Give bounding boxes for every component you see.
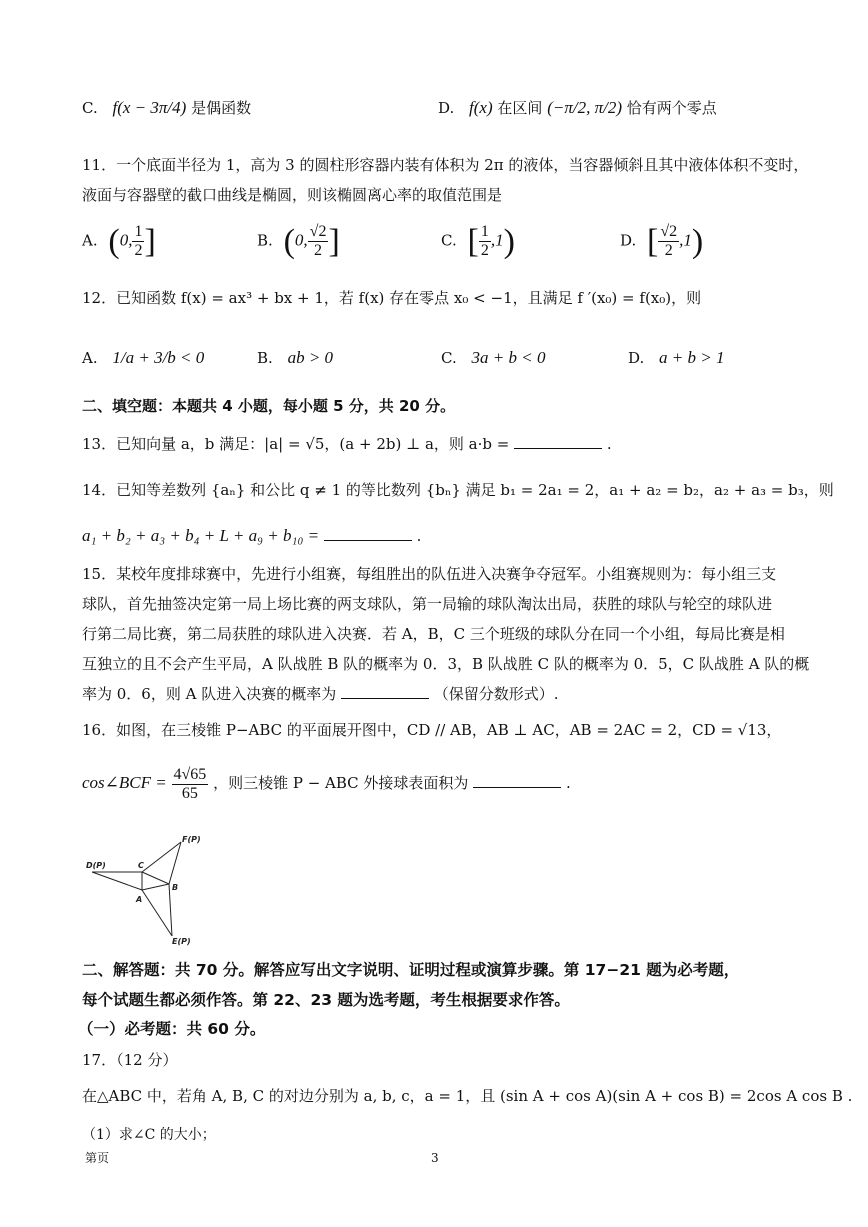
bracket: [ — [647, 223, 659, 260]
denominator: 65 — [181, 784, 198, 802]
section-heading-answer-line2: 每个试题生都必须作答。第 22、23 题为选考题，考生根据要求作答。 — [82, 991, 570, 1009]
denominator: 2 — [134, 242, 143, 260]
q11-line1: 11．一个底面半径为 1，高为 3 的圆柱形容器内装有体积为 2π 的液体，当容器倾斜且其中液体体积不变时， — [82, 156, 809, 174]
option-label: D. — [438, 99, 455, 117]
option-label: D. — [620, 231, 637, 250]
section-heading-fill-in: 二、填空题：本题共 4 小题，每小题 5 分，共 20 分。 — [82, 397, 456, 415]
frac-right: ,1 — [490, 230, 504, 250]
bracket: ] — [328, 223, 340, 260]
pyramid-net-figure — [84, 832, 214, 948]
q12-option-a — [82, 348, 204, 368]
fraction — [479, 223, 491, 259]
numerator: √2 — [309, 223, 327, 241]
q14-line1: 14．已知等差数列 {aₙ} 和公比 q ≠ 1 的等比数列 {bₙ} 满足 b₁ = 2a₁ = 2，a₁ + a₂ = b₂，a₂ + a₃ = b₃，则 — [82, 481, 834, 499]
bracket: ) — [503, 223, 515, 260]
q15-line: 15．某校年度排球赛中，先进行小组赛，每组胜出的队伍进入决赛争夺冠军。小组赛规则为：每小组三支 — [82, 565, 777, 583]
fraction — [132, 223, 144, 259]
bracket: ] — [144, 223, 156, 260]
q12-c-math: 3a + b < 0 — [471, 348, 546, 367]
option-label: B. — [257, 349, 273, 367]
q10-option-d — [438, 98, 717, 118]
answer-blank[interactable] — [324, 526, 412, 541]
q11-option-d — [620, 222, 703, 261]
q16-end: . — [566, 774, 571, 793]
q15-last-post: （保留分数形式）. — [433, 685, 559, 703]
q16-cos-pre: cos∠BCF = — [82, 773, 167, 793]
q13-end: . — [606, 435, 612, 453]
label-f: F(P) — [182, 835, 201, 844]
option-label: C. — [82, 99, 98, 117]
q17-part1: （1）求∠C 的大小； — [82, 1127, 216, 1143]
edge-a-b — [142, 884, 169, 890]
q10-d-text1: 在区间 — [497, 99, 543, 117]
q10-c-text: 是偶函数 — [191, 99, 252, 117]
q15-line: 行第二局比赛，第二局获胜的球队进入决赛．若 A，B，C 三个班级的球队分在同一个小组，每局比赛是相 — [82, 625, 785, 643]
label-d: D(P) — [86, 861, 106, 870]
numerator: 4√65 — [173, 766, 207, 783]
q16-line1: 16．如图，在三棱锥 P−ABC 的平面展开图中，CD // AB，AB ⊥ AC，AB = 2AC = 2，CD = √13， — [82, 721, 782, 739]
fraction — [658, 223, 679, 259]
edge-b-f — [169, 842, 181, 884]
q11-option-b — [257, 222, 340, 261]
q10-c-math: f(x − 3π/4) — [112, 98, 187, 117]
frac-right: ,1 — [679, 230, 692, 250]
label-e: E(P) — [172, 937, 191, 946]
q12-b-math: ab > 0 — [287, 348, 334, 367]
q15-line: 互独立的且不会产生平局，A 队战胜 B 队的概率为 0．3，B 队战胜 C 队的概率为 0．5，C 队战胜 A 队的概 — [82, 655, 810, 673]
page-number: 3 — [431, 1151, 439, 1165]
q12-a-math: 1/a + 3/b < 0 — [112, 348, 205, 367]
denominator: 2 — [480, 242, 489, 260]
q12-option-d — [628, 348, 725, 368]
answer-blank[interactable] — [341, 684, 429, 699]
numerator: 1 — [134, 223, 143, 241]
denominator: 2 — [314, 242, 323, 260]
q17-stem: 在△ABC 中，若角 A, B, C 的对边分别为 a, b, c，a = 1，且 (sin A + cos A)(sin A + cos B) = 2cos A cos B . — [82, 1087, 853, 1105]
q13-line — [82, 434, 612, 453]
q17-head: 17．（12 分） — [82, 1051, 178, 1069]
numerator: 1 — [480, 223, 489, 241]
footer-left: 第页 — [85, 1151, 110, 1165]
frac-left: 0, — [119, 230, 133, 250]
label-b: B — [172, 883, 179, 892]
q10-d-interval: (−π/2, π/2) — [547, 98, 622, 117]
bracket: ( — [108, 223, 120, 260]
numerator: √2 — [660, 223, 678, 241]
section-subheading-required: （一）必考题：共 60 分。 — [78, 1020, 266, 1038]
fraction — [172, 766, 209, 802]
q14-end: . — [416, 527, 422, 545]
section-heading-answer-line1: 二、解答题：共 70 分。解答应写出文字说明、证明过程或演算步骤。第 17−21 题为必考题， — [82, 961, 740, 979]
fraction — [308, 223, 329, 259]
q10-d-text2: 恰有两个零点 — [626, 99, 717, 117]
label-c: C — [138, 861, 144, 870]
answer-blank[interactable] — [473, 773, 561, 788]
frac-left: 0, — [294, 230, 308, 250]
label-a: A — [136, 895, 143, 904]
edge-a-e — [142, 890, 172, 936]
answer-blank[interactable] — [514, 434, 602, 449]
q11-line2: 液面与容器壁的截口曲线是椭圆，则该椭圆离心率的取值范围是 — [82, 186, 503, 204]
q15-last-line — [82, 684, 559, 703]
option-label: A. — [82, 349, 98, 367]
q12-option-b — [257, 348, 333, 368]
q11-option-a — [82, 222, 156, 261]
q12-d-math: a + b > 1 — [659, 348, 725, 367]
q14-line2 — [82, 526, 421, 546]
q16-line2 — [82, 766, 571, 802]
q16-cos-post: ，则三棱锥 P − ABC 外接球表面积为 — [213, 774, 469, 793]
denominator: 2 — [664, 242, 673, 260]
option-label: C. — [441, 349, 457, 367]
q12-stem: 12．已知函数 f(x) = ax³ + bx + 1，若 f(x) 存在零点 x₀ < −1，且满足 f ′(x₀) = f(x₀)，则 — [82, 289, 702, 307]
edge-c-f — [142, 842, 181, 872]
q15-line: 球队，首先抽签决定第一局上场比赛的两支球队，第一局输的球队淘汰出局，获胜的球队与轮空的球队进 — [82, 595, 773, 613]
q10-d-math: f(x) — [469, 98, 493, 117]
edge-c-b — [142, 872, 169, 884]
option-label: B. — [257, 231, 273, 250]
option-label: C. — [441, 231, 457, 250]
bracket: ( — [283, 223, 295, 260]
q13-stem: 13．已知向量 a，b 满足：|a| = √5，(a + 2b) ⊥ a，则 a·b = — [82, 435, 510, 453]
q12-option-c — [441, 348, 545, 368]
q15-last-pre: 率为 0．6，则 A 队进入决赛的概率为 — [82, 685, 337, 703]
option-label: D. — [628, 349, 645, 367]
q10-option-c — [82, 98, 251, 118]
q14-sum: a₁ + b₂ + a₃ + b₄ + L + a₉ + b₁₀ = — [82, 526, 320, 545]
option-label: A. — [82, 231, 98, 250]
bracket: ) — [691, 223, 704, 260]
q11-option-c — [441, 222, 515, 261]
bracket: [ — [467, 223, 479, 260]
edge-d-a — [92, 872, 142, 890]
